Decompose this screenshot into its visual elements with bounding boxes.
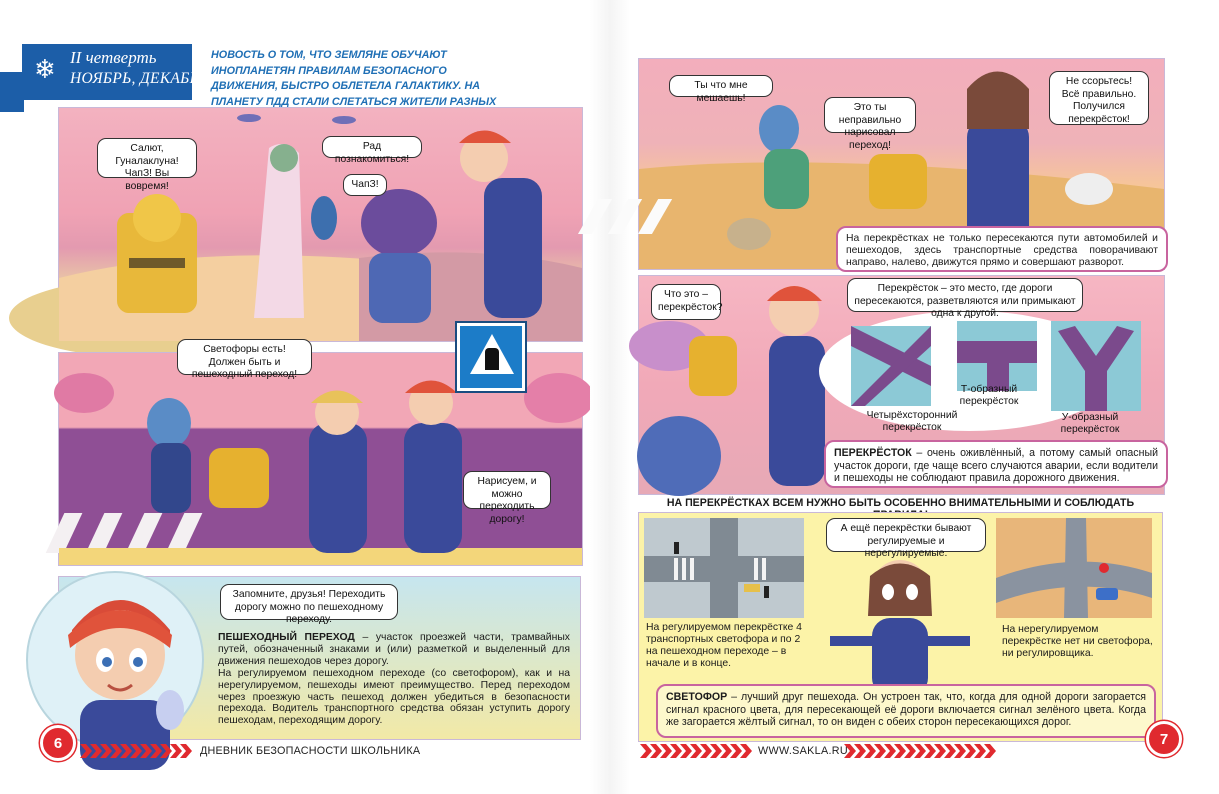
robot-arguing-figure xyxy=(869,154,927,209)
header-shadow-stripe xyxy=(0,72,24,112)
label-y-shaped: У-образный перекрёсток xyxy=(1060,412,1120,435)
boy-figure xyxy=(484,178,542,318)
crossing-definition-text: – участок проезжей части, трамвайных путей, обозначенный знаками и (или) разметкой и выделенный для движения пешеходов через дорогу. xyxy=(218,632,570,667)
caption-intersection-danger xyxy=(824,440,1168,488)
traffic-light-text: – лучший друг пешехода. Он устроен так, что, когда для одной дороги загорается сигнал красного цвета, для пересекающей её дороги включается сигнал зелёного цвета. Когда же загорается жёлтый сигнал, то он виден с обеих сторон пересекающихся дорог. xyxy=(666,691,1146,729)
crossing-paragraph-2: На регулируемом пешеходном переходе (со светофором), как и на нерегулируемом, пешеходы имеют преимущество. Перед переходом через проезжую часть пешеход должен убедиться в безопасности перехода. Водитель транспортного средства обязан уступить дорогу пешеходам, переходящим дорогу. xyxy=(218,668,570,727)
footer-url[interactable]: WWW.SAKLA.RU xyxy=(758,745,848,757)
bubble-what: Что это – перекрёсток? xyxy=(651,284,721,320)
chevron-stripe-left xyxy=(80,744,190,758)
crossing-definition xyxy=(218,632,570,667)
bubble-meet: Рад познакомиться! xyxy=(322,136,422,158)
page-gutter xyxy=(590,0,630,794)
snowflake-icon: ❄ xyxy=(34,54,56,84)
blue-alien-figure xyxy=(147,398,191,448)
girl-figure xyxy=(309,423,367,553)
bubble-remember: Запомните, друзья! Переходить дорогу можно по пешеходному переходу. xyxy=(220,584,398,620)
page-number-right: 7 xyxy=(1146,721,1182,757)
boy-pointing-figure xyxy=(769,336,825,486)
traffic-light-term: СВЕТОФОР xyxy=(666,691,728,703)
purple-alien-figure xyxy=(361,189,437,257)
crossing-definition-term: ПЕШЕХОДНЫЙ ПЕРЕХОД xyxy=(218,632,355,643)
page-number-left: 6 xyxy=(40,725,76,761)
robot-small-figure xyxy=(689,336,737,396)
left-page xyxy=(0,0,590,794)
bubble-types: А ещё перекрёстки бывают регулируемые и нерегулируемые. xyxy=(826,518,986,552)
caption-intersection-term: ПЕРЕКРЁСТОК xyxy=(834,447,912,459)
comic-panel-crossing xyxy=(58,344,583,566)
bubble-draw: Нарисуем, и можно переходить дорогу! xyxy=(463,471,551,509)
caption-intersection-text: – очень оживлённый, а потому самый опасный участок дороги, где чаще всего случаются аварии, если водители и пешеходы не соблюдают правила дорожного движения. xyxy=(834,447,1158,485)
small-alien-figure xyxy=(311,196,337,240)
blue-alien-painter-figure xyxy=(759,105,799,153)
comic-panel-greeting xyxy=(58,107,583,342)
t-shaped-intersection-icon xyxy=(957,321,1037,391)
label-four-way: Четырёхсторонний перекрёсток xyxy=(866,410,958,433)
girl-presenting-figure xyxy=(840,556,960,696)
pedestrian-crossing-sign-icon xyxy=(457,323,525,391)
unregulated-intersection-image xyxy=(996,518,1152,618)
four-way-intersection-icon xyxy=(851,326,931,406)
bubble-lights: Светофоры есть! Должен быть и пешеходный переход! xyxy=(177,339,312,375)
bubble-bother: Ты что мне мешаешь! xyxy=(669,75,773,97)
intro-text: НОВОСТЬ О ТОМ, ЧТО ЗЕМЛЯНЕ ОБУЧАЮТ ИНОПЛАНЕТЯН ПРАВИЛАМ БЕЗОПАСНОГО ДВИЖЕНИЯ, БЫСТРО ОБЛЕТЕЛА ГАЛАКТИКУ. НА ПЛАНЕТУ ПДД СТАЛИ СЛЕТАТЬСЯ ЖИТЕЛИ РАЗНЫХ xyxy=(211,49,497,108)
bubble-dont-quarrel: Не ссорьтесь! Всё правильно. Получился перекрёсток! xyxy=(1049,71,1149,125)
rules-banner: НА ПЕРЕКРЁСТКАХ ВСЕМ НУЖНО БЫТЬ ОСОБЕННО ВНИМАТЕЛЬНЫМИ И СОБЛЮДАТЬ xyxy=(666,497,1135,509)
regulated-text: На регулируемом перекрёстке 4 транспортных светофора и по 2 на пешеходном переходе – в начале и в конце. xyxy=(646,622,802,669)
label-t-shaped: Т-образный перекрёсток xyxy=(959,384,1019,407)
bubble-chapz: ЧапЗ! xyxy=(343,174,387,196)
quarter-label: II четверть xyxy=(70,48,157,67)
bubble-definition: Перекрёсток – это место, где дороги пересекаются, разветвляются или примыкают одна к другой. xyxy=(847,278,1083,312)
months-label: НОЯБРЬ, ДЕКАБРЬ xyxy=(70,70,209,87)
chevron-stripe-right xyxy=(640,744,750,758)
caption-intersections: На перекрёстках не только пересекаются пути автомобилей и пешеходов, здесь транспортные средства поворачивают направо, налево, движутся прямо и совершают разворот. xyxy=(836,226,1168,272)
boy-sign-figure xyxy=(404,423,462,553)
caption-traffic-light xyxy=(656,684,1156,738)
unregulated-text: На нерегулируемом перекрёстке нет ни светофора, ни регулировщика. xyxy=(1002,624,1153,659)
bubble-greeting: Салют, Гуналаклуна! ЧапЗ! Вы вовремя! xyxy=(97,138,197,178)
chevron-stripe-right-long xyxy=(844,744,1004,758)
robot-painting-figure xyxy=(209,448,269,508)
y-shaped-intersection-icon xyxy=(1051,321,1141,411)
regulated-intersection-image xyxy=(644,518,804,618)
footer-diary-title: ДНЕВНИК БЕЗОПАСНОСТИ ШКОЛЬНИКА xyxy=(200,745,421,757)
right-page xyxy=(630,0,1219,794)
bubble-wrong: Это ты неправильно нарисовал переход! xyxy=(824,97,916,133)
